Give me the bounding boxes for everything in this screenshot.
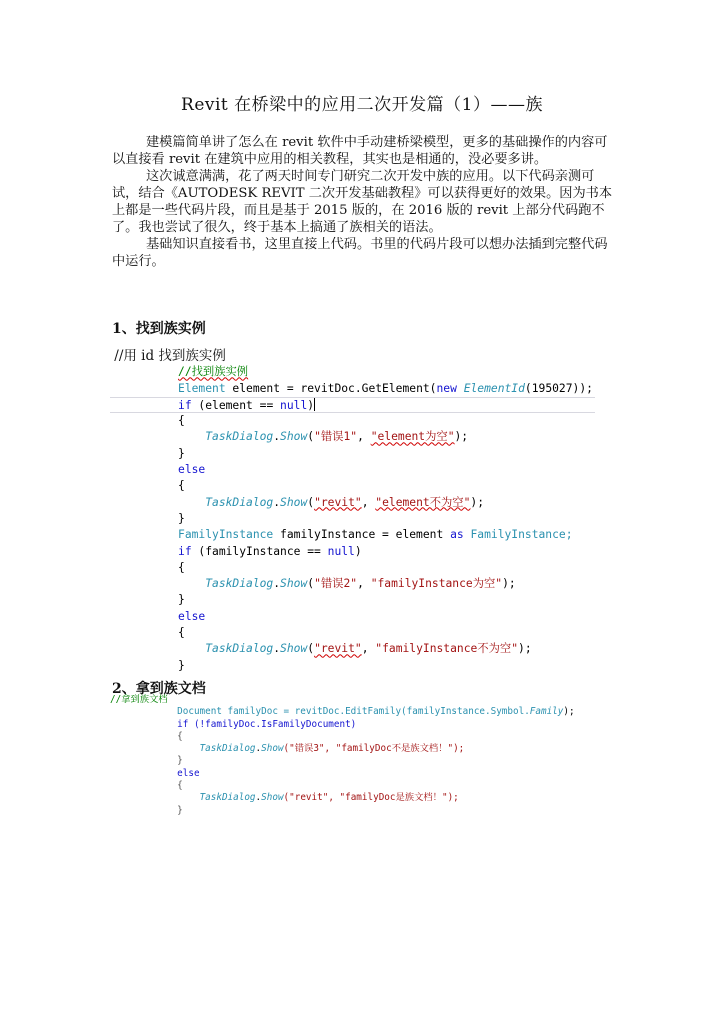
section-1-heading: 1、找到族实例 [112,321,206,337]
intro-text [112,134,617,270]
code-line-current: if (element == null) [110,397,595,413]
paragraph-1: 建模篇简单讲了怎么在 revit 软件中手动建桥梁模型，更多的基础操作的内容可以直接看 revit 在建筑中应用的相关教程，其实也是相通的，没必要多讲。 [112,135,608,167]
document-title: Revit 在桥梁中的应用二次开发篇（1）——族 [181,95,543,115]
text-caret [314,398,315,411]
code-line: //拿到族文档 [110,694,168,705]
code-line: //找到族实例 [178,365,249,379]
section-2-heading: 2、拿到族文档 [112,681,206,697]
code-block-1: //用 id 找到族实例 //找到族实例 Element element = revitDoc.GetElement(new ElementId(195027)); if (element == null) { TaskDialog.Show("错误1", "element为空"); } else { TaskDialog.Show("revit", "element不为空"); } FamilyInstance familyInstance = element as FamilyInstance; if (familyInstance == null) { TaskDialog.Show("错误2", "familyInstance为空"); } else { TaskDialog.Show("revit", "familyInstance不为空"); } [110,348,595,674]
code-block-2: //拿到族文档 Document familyDoc = revitDoc.EditFamily(familyInstance.Symbol.Family); if (!familyDoc.IsFamilyDocument) { TaskDialog.Show("错误3", "familyDoc不是族文档！"); } else { TaskDialog.Show("revit", "familyDoc是族文档！"); } [110,694,575,816]
code-line: Element element = revitDoc.GetElement(new ElementId(195027)); [178,381,593,395]
paragraph-2: 这次诚意满满，花了两天时间专门研究二次开发中族的应用。以下代码亲测可试，结合《AUTODESK REVIT 二次开发基础教程》可以获得更好的效果。因为书本上都是一些代码片段，而且是基于 2015 版的，在 2016 版的 revit 上部分代码跑不了。我也尝试了很久，终于基本上搞通了族相关的语法。 [112,169,613,235]
code-pre-comment: //用 id 找到族实例 [110,348,226,364]
paragraph-3: 基础知识直接看书，这里直接上代码。书里的代码片段可以想办法插到完整代码中运行。 [112,237,608,269]
